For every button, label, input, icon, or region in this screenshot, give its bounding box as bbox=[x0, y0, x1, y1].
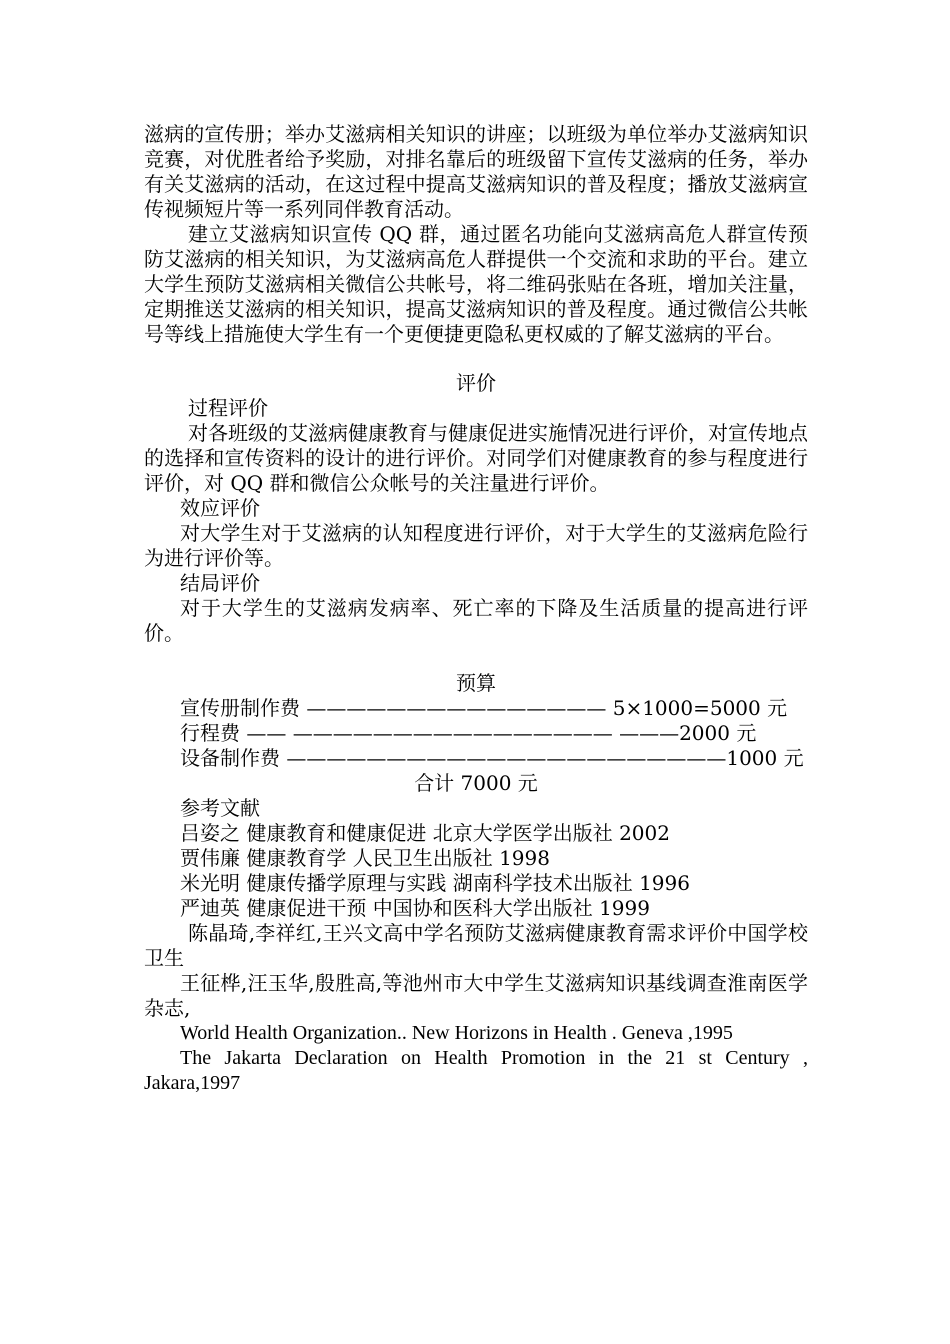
process-evaluation-heading: 过程评价 bbox=[188, 396, 268, 420]
reference-item: 王征桦,汪玉华,殷胜高,等池州市大中学生艾滋病知识基线调查淮南医学杂志, bbox=[144, 971, 808, 1020]
reference-item: The Jakarta Declaration on Health Promotion in the 21 st Century , Jakara,1997 bbox=[144, 1047, 808, 1094]
budget-row-travel: 行程费 —— ———————————————— ———2000 元 bbox=[180, 721, 757, 745]
reference-item: World Health Organization.. New Horizons in Health . Geneva ,1995 bbox=[180, 1022, 733, 1044]
reference-item: 米光明 健康传播学原理与实践 湖南科学技术出版社 1996 bbox=[180, 871, 690, 895]
reference-item: 陈晶琦,李祥红,王兴文高中学名预防艾滋病健康教育需求评价中国学校卫生 bbox=[144, 921, 808, 970]
reference-item: 严迪英 健康促进干预 中国协和医科大学出版社 1999 bbox=[180, 896, 650, 920]
outcome-evaluation-heading: 结局评价 bbox=[180, 571, 260, 595]
outcome-evaluation-text: 对于大学生的艾滋病发病率、死亡率的下降及生活质量的提高进行评价。 bbox=[144, 596, 808, 645]
effect-evaluation-heading: 效应评价 bbox=[180, 496, 260, 520]
budget-row-brochure: 宣传册制作费 ——————————————— 5×1000=5000 元 bbox=[180, 696, 788, 720]
budget-row-equipment: 设备制作费 ——————————————————————1000 元 bbox=[180, 746, 804, 770]
paragraph-activities: 滋病的宣传册；举办艾滋病相关知识的讲座；以班级为单位举办艾滋病知识竞赛，对优胜者给予奖励，对排名靠后的班级留下宣传艾滋病的任务，举办有关艾滋病的活动，在这过程中提高艾滋病知识的普及程度；播放艾滋病宣传视频短片等一系列同伴教育活动。 bbox=[144, 122, 808, 221]
process-evaluation-text: 对各班级的艾滋病健康教育与健康促进实施情况进行评价，对宣传地点的选择和宣传资料的设计的进行评价。对同学们对健康教育的参与程度进行评价，对 QQ 群和微信公众帐号的关注量进行评价。 bbox=[144, 421, 808, 495]
budget-title: 预算 bbox=[456, 671, 496, 695]
budget-total: 合计 7000 元 bbox=[414, 771, 538, 795]
paragraph-qq-wechat: 建立艾滋病知识宣传 QQ 群，通过匿名功能向艾滋病高危人群宣传预防艾滋病的相关知识，为艾滋病高危人群提供一个交流和求助的平台。建立大学生预防艾滋病相关微信公共帐号，将二维码张贴在各班，增加关注量，定期推送艾滋病的相关知识，提高艾滋病知识的普及程度。通过微信公共帐号等线上措施使大学生有一个更便捷更隐私更权威的了解艾滋病的平台。 bbox=[144, 222, 808, 346]
references-title: 参考文献 bbox=[180, 796, 260, 820]
reference-item: 吕姿之 健康教育和健康促进 北京大学医学出版社 2002 bbox=[180, 821, 670, 845]
reference-item: 贾伟廉 健康教育学 人民卫生出版社 1998 bbox=[180, 846, 550, 870]
effect-evaluation-text: 对大学生对于艾滋病的认知程度进行评价，对于大学生的艾滋病危险行为进行评价等。 bbox=[144, 521, 808, 570]
evaluation-title: 评价 bbox=[456, 371, 496, 395]
